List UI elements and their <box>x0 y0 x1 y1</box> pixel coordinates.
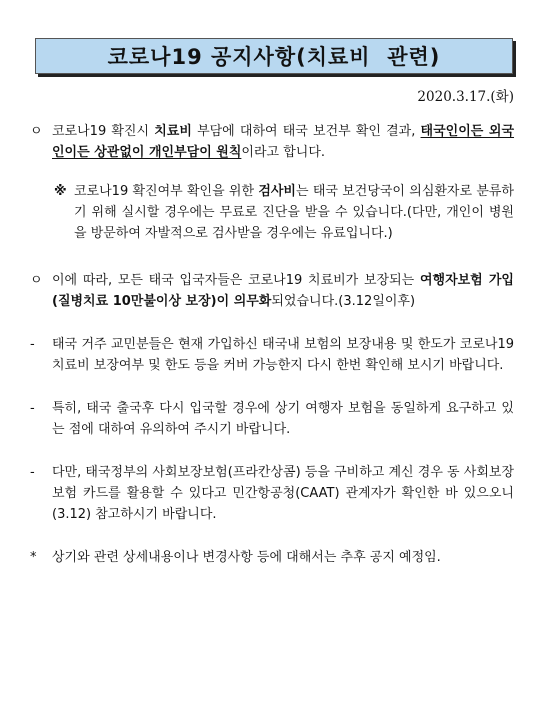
paragraph-insurance <box>30 270 514 312</box>
dash-item-residents <box>30 334 514 376</box>
dash-item-text: 다만, 태국정부의 사회보장보험(프라칸상콤) 등을 구비하고 계신 경우 동 사회보장보험 카드를 활용할 수 있다고 민간항공청(CAAT) 관계자가 확인한 바 있으오니(3.12) 참고하시기 바랍니다. <box>52 465 514 522</box>
paragraph-text: 이에 따라, 모든 태국 입국자들은 코로나19 치료비가 보장되는 여행자보험 가입(질병치료 10만불이상 보장)이 의무화되었습니다.(3.12일이후) <box>52 273 514 309</box>
footnote-text: 상기와 관련 상세내용이나 변경사항 등에 대해서는 추후 공지 예정임. <box>52 550 441 565</box>
notice-date: 2020.3.17.(화) <box>417 89 514 105</box>
circle-bullet: ㅇ <box>30 273 43 288</box>
footnote-item <box>30 547 514 568</box>
note-text: 코로나19 확진여부 확인을 위한 검사비는 태국 보건당국이 의심환자로 분류하기 위해 실시할 경우에는 무료로 진단을 받을 수 있습니다.(다만, 개인이 병원을 방문하여 자발적으로 검사받을 경우에는 유료입니다.) <box>74 184 514 241</box>
dash-bullet: - <box>30 337 35 352</box>
dash-item-reentry <box>30 398 514 440</box>
asterisk-bullet: * <box>30 550 37 565</box>
circle-bullet: ㅇ <box>30 124 43 139</box>
paragraph-text: 코로나19 확진시 치료비 부담에 대하여 태국 보건부 확인 결과, 태국인이든 외국인이든 상관없이 개인부담이 원칙이라고 합니다. <box>52 124 515 160</box>
paragraph-treatment-cost <box>30 121 514 163</box>
title-box <box>35 38 513 74</box>
dash-item-text: 특히, 태국 출국후 다시 입국할 경우에 상기 여행자 보험을 동일하게 요구하고 있는 점에 대하여 유의하여 주시기 바랍니다. <box>52 401 514 437</box>
dash-item-text: 태국 거주 교민분들은 현재 가입하신 태국내 보험의 보장내용 및 한도가 코로나19 치료비 보장여부 및 한도 등을 커버 가능한지 다시 한번 확인해 보시기 바랍니다. <box>52 337 514 373</box>
note-test-cost <box>54 181 514 244</box>
reference-mark: ※ <box>54 184 67 199</box>
notice-body <box>30 121 514 590</box>
dash-bullet: - <box>30 401 35 416</box>
page-title: 코로나19 공지사항(치료비 관련) <box>107 45 441 69</box>
dash-item-social-security <box>30 462 514 525</box>
dash-bullet: - <box>30 465 35 480</box>
